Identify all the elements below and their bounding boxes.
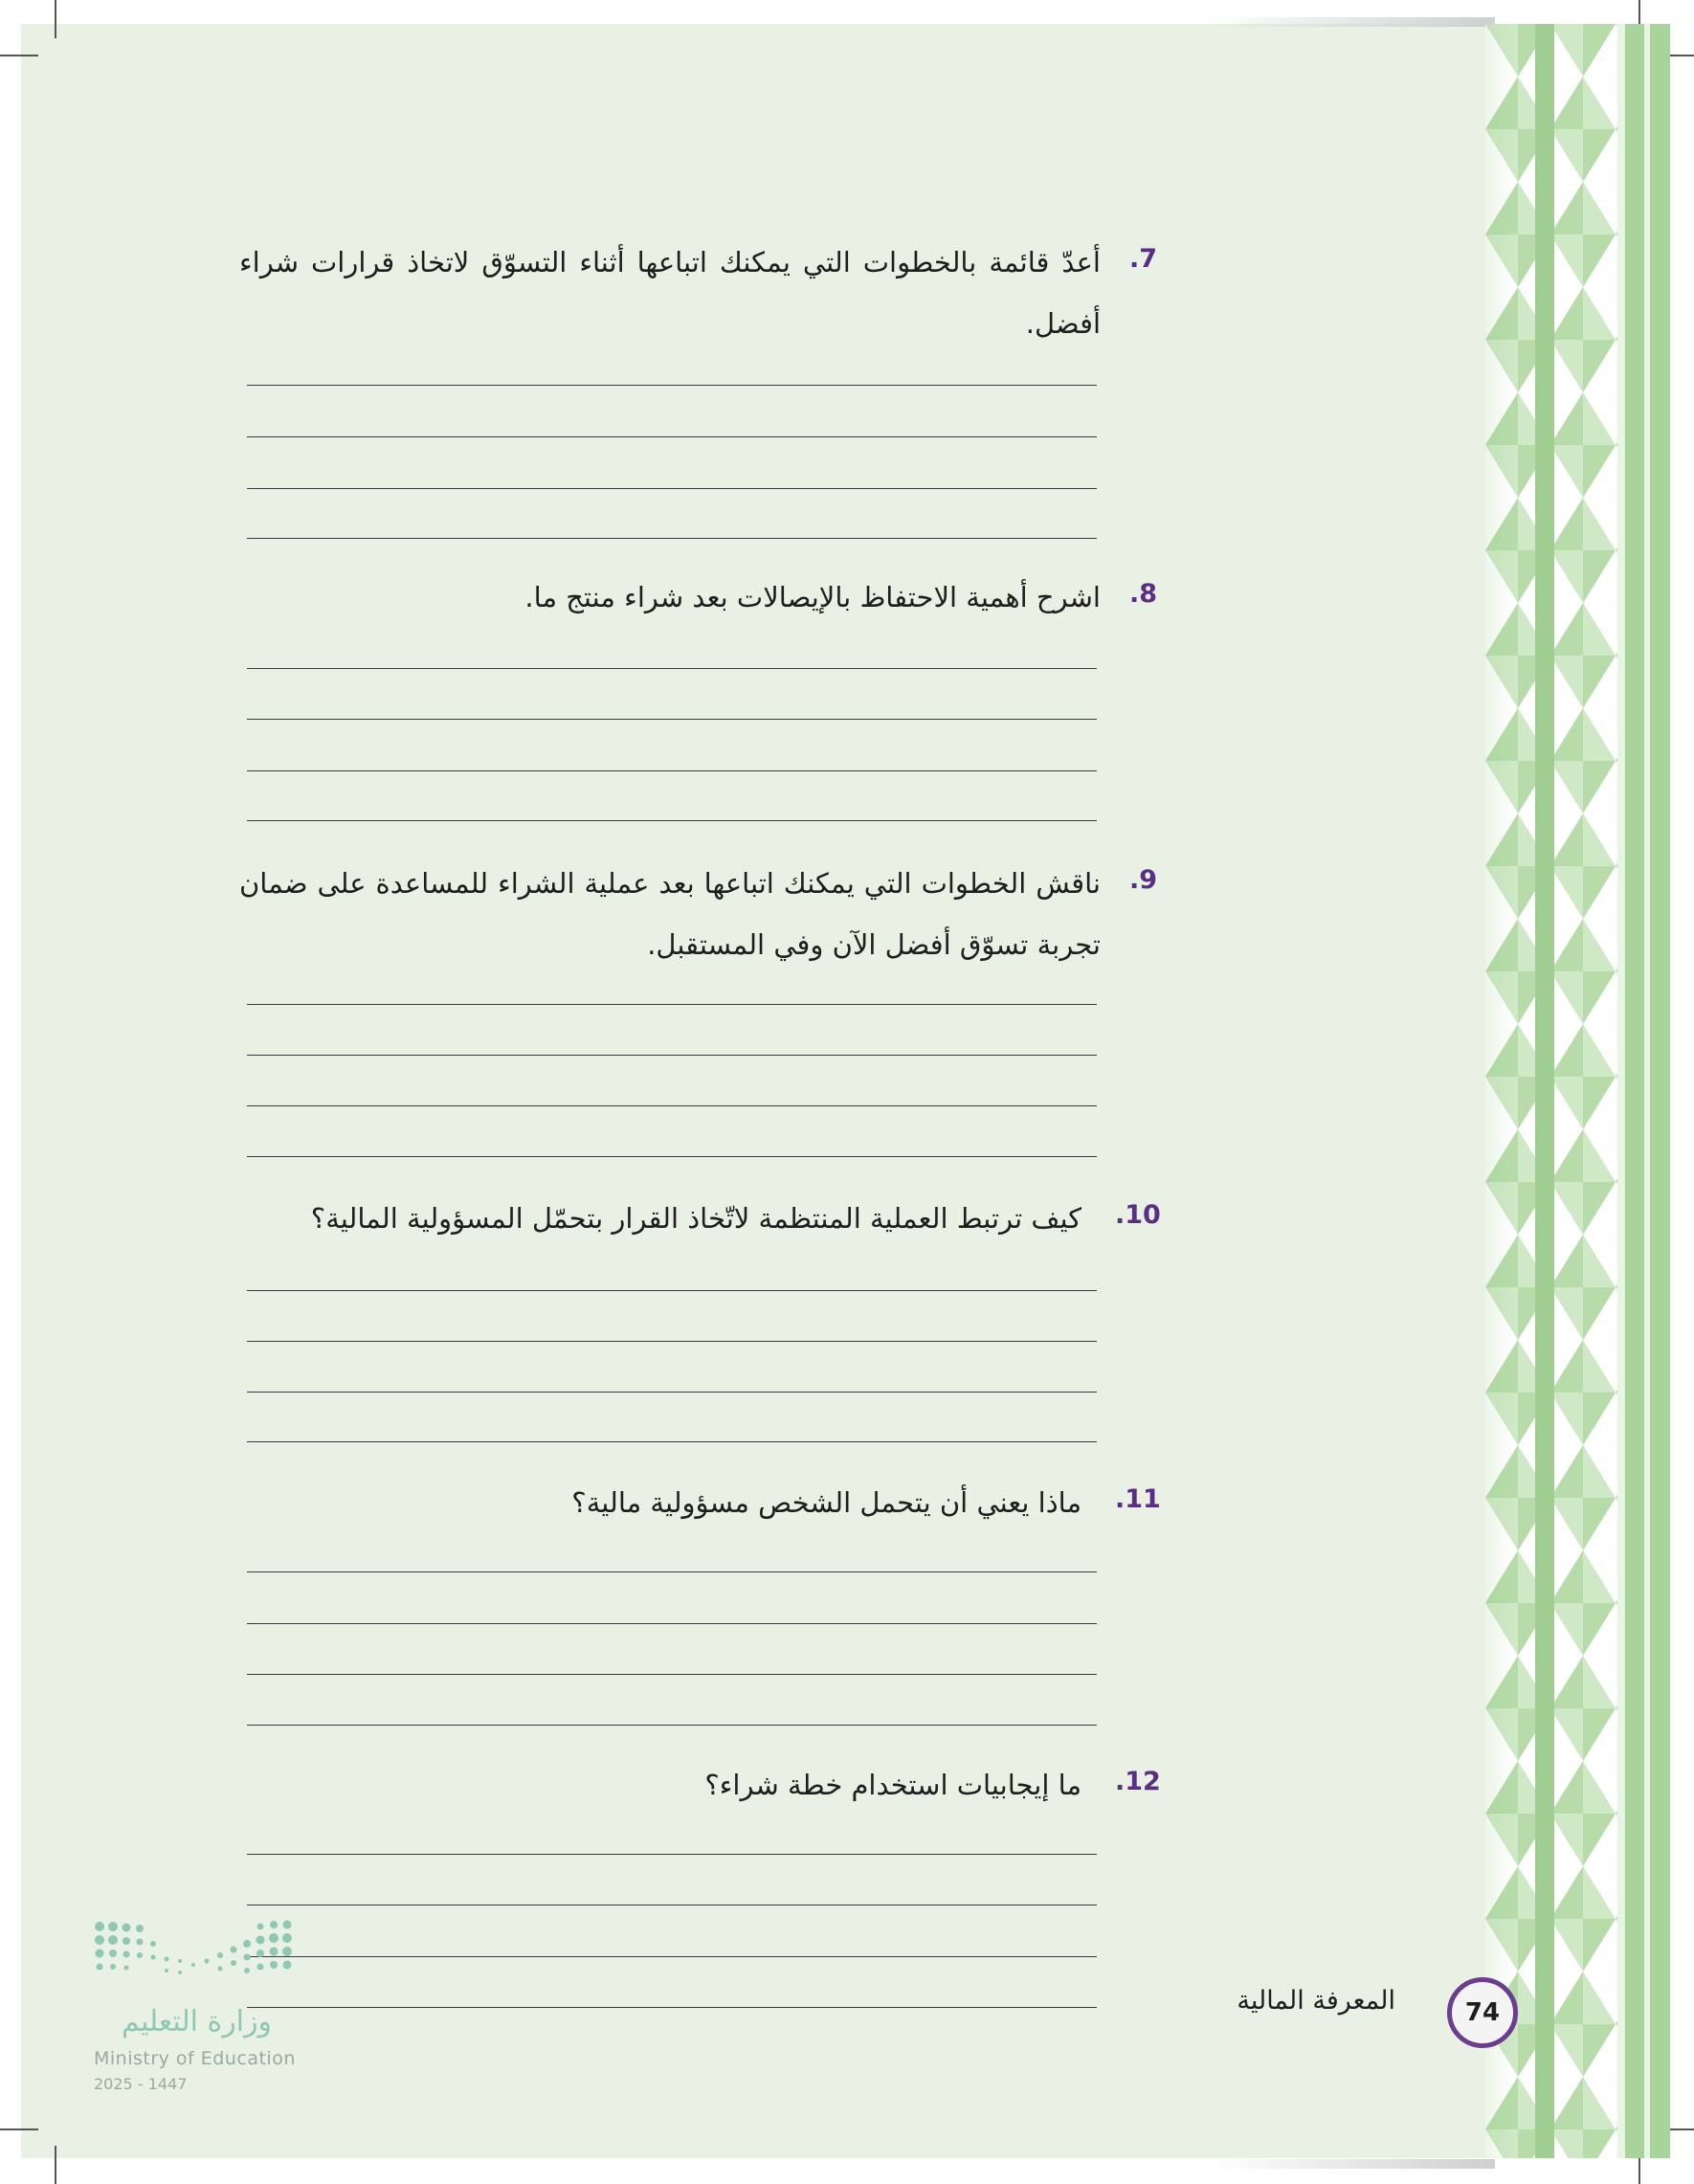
answer-line[interactable] xyxy=(247,385,1097,386)
answer-line[interactable] xyxy=(247,1156,1097,1157)
page-number-badge xyxy=(1447,1977,1518,2048)
question-number: .12 xyxy=(1115,1767,1161,1796)
answer-line[interactable] xyxy=(247,1055,1097,1056)
crop-mark xyxy=(55,0,56,38)
question-number: .11 xyxy=(1115,1484,1161,1514)
answer-line[interactable] xyxy=(247,1956,1097,1957)
question-8-text: اشرح أهمية الاحتفاظ بالإيصالات بعد شراء منتج ما. xyxy=(524,581,1101,613)
answer-line[interactable] xyxy=(247,1004,1097,1005)
decorative-side-band xyxy=(1485,24,1670,2158)
question-7-text: أعدّ قائمة بالخطوات التي يمكنك اتباعها أثناء التسوّق لاتخاذ قرارات شراء أفضل. xyxy=(239,246,1101,340)
answer-line[interactable] xyxy=(247,820,1097,821)
page-shadow-bottom xyxy=(1208,2159,1495,2169)
question-10-text: كيف ترتبط العملية المنتظمة لاتّخاذ القرار بتحمّل المسؤولية المالية؟ xyxy=(310,1202,1081,1235)
answer-line[interactable] xyxy=(247,770,1097,771)
page-shadow-top xyxy=(1208,17,1495,27)
answer-line[interactable] xyxy=(247,1571,1097,1572)
ministry-name-arabic: وزارة التعليم xyxy=(121,2005,272,2039)
answer-line[interactable] xyxy=(247,1341,1097,1342)
answer-line[interactable] xyxy=(247,1623,1097,1624)
answer-line[interactable] xyxy=(247,1290,1097,1291)
answer-line[interactable] xyxy=(247,719,1097,720)
question-9-text: ناقش الخطوات التي يمكنك اتباعها بعد عملية الشراء للمساعدة على ضمان تجربة تسوّق أفضل الآن وفي المستقبل. xyxy=(239,867,1101,961)
answer-line[interactable] xyxy=(247,436,1097,437)
answer-line[interactable] xyxy=(247,2007,1097,2008)
answer-line[interactable] xyxy=(247,1441,1097,1442)
page-number: 74 xyxy=(1464,1998,1501,2027)
footer-section-title: المعرفة المالية xyxy=(1237,1986,1395,2016)
answer-line[interactable] xyxy=(247,1392,1097,1393)
answer-line[interactable] xyxy=(247,538,1097,539)
question-number: .8 xyxy=(1129,579,1158,609)
diamond-pattern-graphic xyxy=(1485,24,1670,2158)
ministry-name-english: Ministry of Education xyxy=(94,2048,296,2069)
answer-line[interactable] xyxy=(247,1725,1097,1726)
answer-line[interactable] xyxy=(247,488,1097,489)
question-11-text: ماذا يعني أن يتحمل الشخص مسؤولية مالية؟ xyxy=(571,1486,1081,1519)
question-number: .9 xyxy=(1129,865,1158,895)
question-number: .10 xyxy=(1115,1200,1161,1230)
crop-mark xyxy=(0,55,38,56)
question-12-text: ما إيجابيات استخدام خطة شراء؟ xyxy=(704,1769,1081,1801)
answer-line[interactable] xyxy=(247,1105,1097,1106)
crop-mark xyxy=(55,2146,56,2184)
question-number: .7 xyxy=(1129,244,1158,274)
answer-line[interactable] xyxy=(247,1854,1097,1855)
edition-year: 2025 - 1447 xyxy=(94,2075,188,2093)
answer-line[interactable] xyxy=(247,1674,1097,1675)
crop-mark xyxy=(0,2128,38,2130)
answer-line[interactable] xyxy=(247,668,1097,669)
